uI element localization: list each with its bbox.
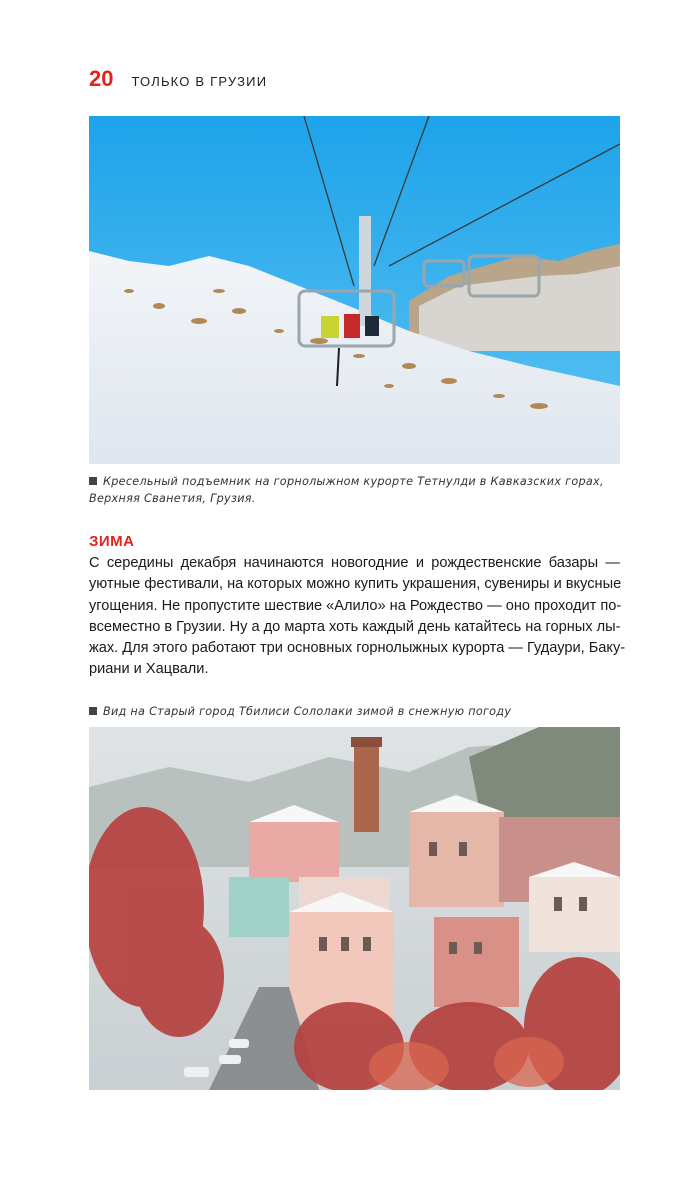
section-heading: ЗИМА bbox=[89, 533, 135, 550]
caption-text: Вид на Старый город Тбилиси Сололаки зимой в снежную погоду bbox=[103, 705, 512, 718]
body-paragraph bbox=[89, 553, 626, 681]
chairlift-photo bbox=[89, 116, 620, 464]
page-number: 20 bbox=[89, 66, 114, 91]
page-header bbox=[89, 66, 267, 96]
chairlift-caption bbox=[89, 473, 620, 507]
caption-line: Верхняя Сванетия, Грузия. bbox=[89, 492, 256, 505]
body-line: риани и Хацвали. bbox=[89, 661, 209, 678]
running-title: ТОЛЬКО В ГРУЗИИ bbox=[131, 74, 268, 89]
caption-line: Кресельный подъемник на горнолыжном курорте Тетнулди в Кавказских горах, bbox=[103, 475, 604, 488]
caption-bullet bbox=[89, 707, 97, 715]
body-line: уютные фестивали, на которых можно купить украшения, сувениры и вкусные bbox=[89, 576, 622, 593]
body-line: жах. Для этого работают три основных горнолыжных курорта — Гудаури, Баку- bbox=[89, 640, 626, 657]
caption-bullet bbox=[89, 477, 97, 485]
tbilisi-caption bbox=[89, 703, 620, 720]
tbilisi-photo bbox=[89, 727, 620, 1090]
body-line: С середины декабря начинаются новогодние и рождественские базары — bbox=[89, 555, 620, 571]
body-line: всеместно в Грузии. Ну а до марта хоть каждый день катайтесь на горных лы- bbox=[89, 618, 621, 635]
body-line: угощения. Не пропустите шествие «Алило» на Рождество — оно проходит по- bbox=[89, 597, 622, 614]
